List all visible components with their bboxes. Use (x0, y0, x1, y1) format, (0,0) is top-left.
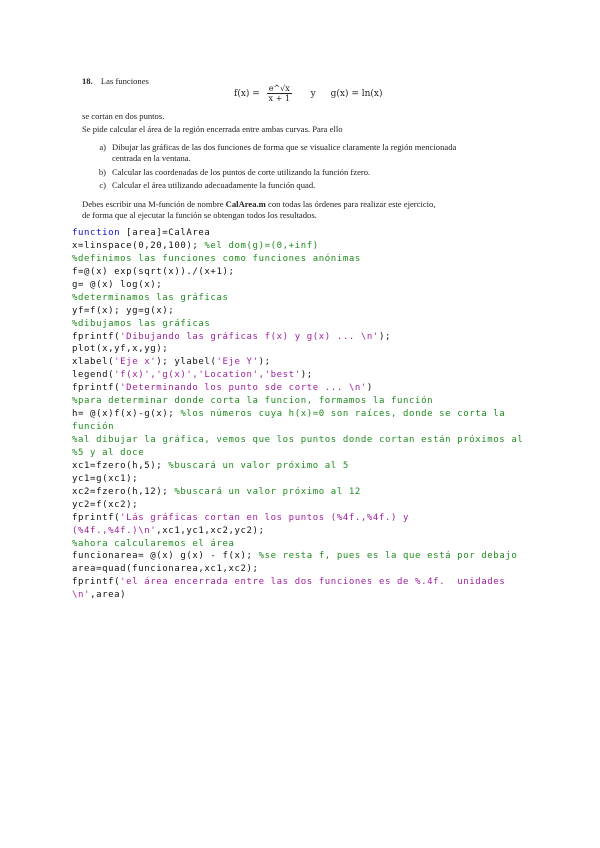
comment-line: %dibujamos las gráficas (72, 318, 211, 329)
comment-line: función (72, 422, 115, 433)
item-text: Calcular las coordenadas de los puntos de corte utilizando la función fzero. (112, 167, 371, 177)
problem-item-a-cont: centrada en la ventana. (112, 153, 191, 163)
comment: %se resta f, pues es la que está por debajo (258, 551, 518, 562)
comment-line: %para determinar donde corta la funcion, formamos la función (72, 396, 434, 407)
item-label: c) (99, 180, 106, 190)
formula-fraction (267, 84, 292, 103)
code-text: fprintf( (72, 512, 121, 523)
closing-line-1 (82, 199, 436, 209)
code-line (72, 576, 542, 589)
string-literal: (%4f.,%4f.)\n' (72, 525, 157, 536)
code-line: yc2=f(xc2); (72, 499, 139, 510)
code-line (72, 486, 542, 499)
closing-line-2: de forma que al ejecutar la función se obtengan todos los resultados. (82, 210, 317, 220)
code-text: ); (300, 370, 313, 381)
code-text: ,xc1,yc1,xc2,yc2); (156, 525, 265, 536)
problem-heading (82, 76, 149, 86)
formula-numerator: e^√x (268, 84, 290, 93)
code-text: legend( (72, 370, 115, 381)
code-line (72, 331, 542, 344)
formula-g: g(x) = ln(x) (330, 89, 383, 99)
string-literal: 'Dibujando las gráficas f(x) y g(x) ... \n' (120, 331, 379, 342)
comment: %el dom(g)=(0,+inf) (204, 240, 319, 251)
code-text: xlabel( (72, 357, 115, 368)
problem-item-a (84, 142, 456, 152)
comment: %buscará un valor próximo al 12 (174, 486, 361, 497)
closing-text-post: con todas las órdenes para realizar este ejercicio, (265, 199, 436, 209)
code-text: ); (378, 331, 391, 342)
code-line (72, 227, 542, 240)
file-name: CalArea.m (225, 199, 266, 209)
code-text: ); (258, 357, 271, 368)
code-text: fprintf( (72, 331, 121, 342)
string-literal: 'Determinando los punto sde corte ... \n' (120, 383, 367, 394)
code-text: xc1=fzero(h,5); (72, 460, 169, 471)
code-line (72, 512, 542, 525)
formula-denominator: x + 1 (268, 94, 290, 103)
code-line (72, 408, 542, 421)
code-text: h= @(x)f(x)-g(x); (72, 409, 181, 420)
problem-line-1: se cortan en dos puntos. (82, 111, 165, 121)
formula (234, 84, 383, 103)
problem-item-c (84, 180, 315, 190)
string-literal: 'f(x)','g(x)','Location','best' (114, 370, 301, 381)
comment-line: %determinamos las gráficas (72, 292, 229, 303)
code-line: f=@(x) exp(sqrt(x))./(x+1); (72, 266, 235, 277)
problem-intro: Las funciones (100, 76, 149, 86)
code-text: ); ylabel( (156, 357, 217, 368)
code-text: xc2=fzero(h,12); (72, 486, 175, 497)
code-line (72, 369, 542, 382)
code-line: yf=f(x); yg=g(x); (72, 305, 175, 316)
comment-line: %5 y al doce (72, 447, 145, 458)
comment: %los números cuya h(x)=0 son raíces, donde se corta la (180, 409, 506, 420)
string-literal: 'Lás gráficas cortan en los puntos (%4f.,%4f.) y (120, 512, 410, 523)
code-text: ,area) (90, 590, 127, 601)
code-line (72, 589, 542, 602)
code-text: fprintf( (72, 383, 121, 394)
closing-text: Debes escribir una M-función de nombre (82, 199, 226, 209)
code-line: yc1=g(xc1); (72, 473, 139, 484)
problem-item-b (84, 167, 370, 177)
string-literal: \n' (72, 590, 91, 601)
problem-number: 18. (82, 76, 93, 86)
code-line (72, 525, 542, 538)
code-text: ) (366, 383, 373, 394)
comment-line: %ahora calcularemos el área (72, 538, 235, 549)
string-literal: 'Eje Y' (216, 357, 259, 368)
code-line: area=quad(funcionarea,xc1,xc2); (72, 564, 259, 575)
string-literal: 'el área encerrada entre las dos funciones es de %.4f. unidades (120, 577, 506, 588)
code-text: funcionarea= @(x) g(x) - f(x); (72, 551, 259, 562)
code-listing (72, 227, 542, 602)
comment: %buscará un valor próximo al 5 (168, 460, 349, 471)
code-text: fprintf( (72, 577, 121, 588)
code-line (72, 356, 542, 369)
code-line (72, 240, 542, 253)
item-label: a) (99, 142, 106, 152)
formula-connector: y (310, 89, 316, 99)
code-text: [area]=CalArea (120, 228, 211, 238)
code-line: g= @(x) log(x); (72, 279, 163, 290)
code-text: x=linspace(0,20,100); (72, 240, 205, 251)
problem-line-2: Se pide calcular el área de la región encerrada entre ambas curvas. Para ello (82, 124, 343, 134)
comment-line: %al dibujar la gráfica, vemos que los puntos donde cortan están próximos al (72, 435, 524, 445)
code-line (72, 460, 542, 473)
formula-f-lhs: f(x) = (234, 89, 260, 99)
item-text: Dibujar las gráficas de las dos funciones de forma que se visualice claramente la región mencionada (112, 142, 457, 152)
code-line (72, 382, 542, 395)
comment-line: %definimos las funciones como funciones anónimas (72, 253, 361, 264)
item-text: Calcular el área utilizando adecuadamente la función quad. (112, 180, 316, 190)
item-label: b) (98, 167, 106, 177)
string-literal: 'Eje x' (114, 357, 157, 368)
code-line (72, 550, 542, 563)
keyword: function (72, 228, 121, 238)
code-line: plot(x,yf,x,yg); (72, 344, 169, 355)
